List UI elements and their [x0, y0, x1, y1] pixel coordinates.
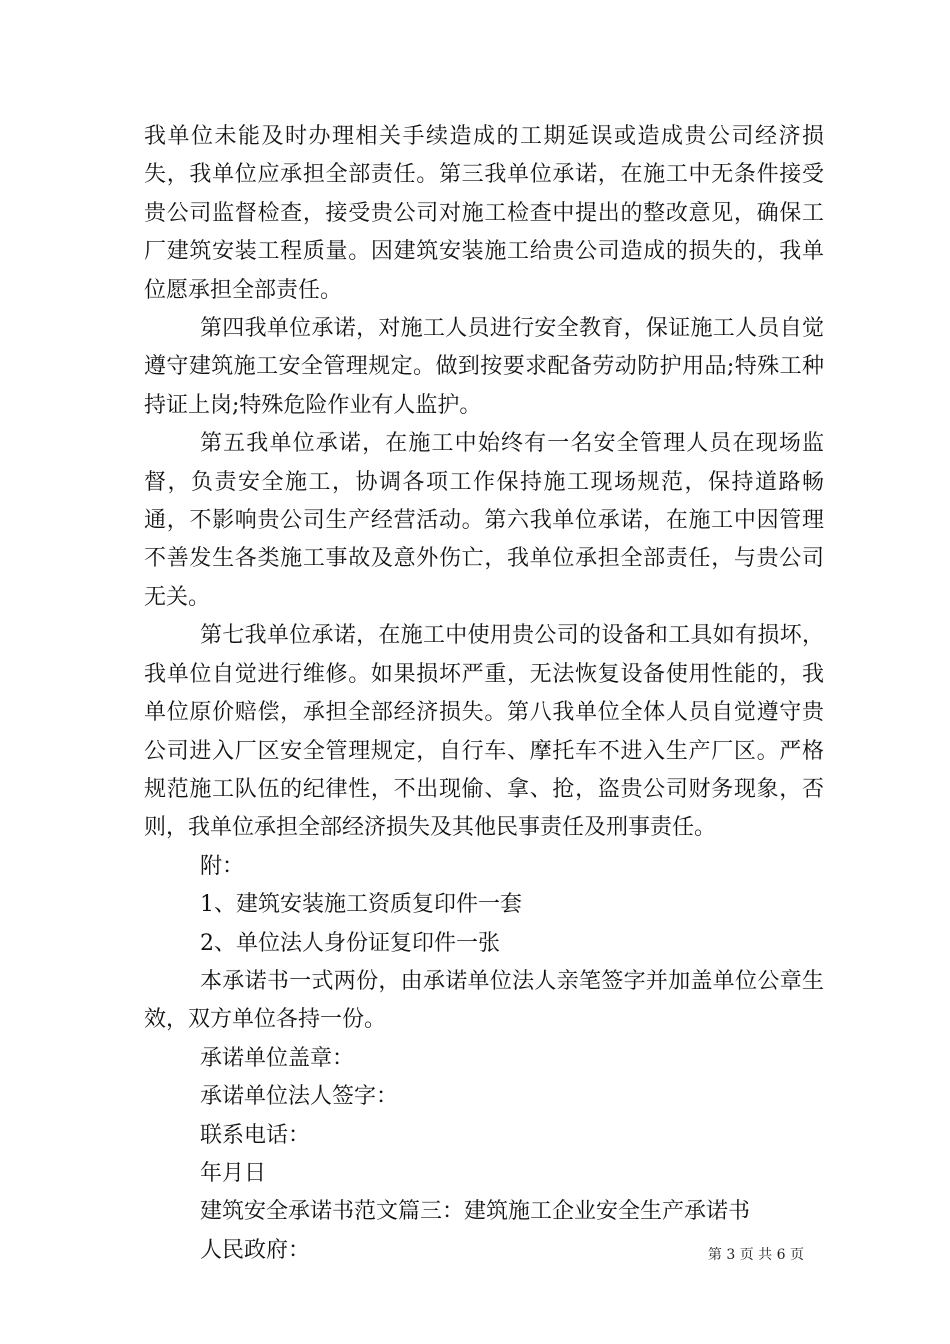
signature-line: 承诺单位法人签字： — [200, 1084, 399, 1110]
date-line: 年月日 — [200, 1160, 267, 1186]
salutation: 人民政府： — [200, 1237, 311, 1263]
seal-line: 承诺单位盖章： — [200, 1045, 355, 1071]
attachment-item-2: 2、单位法人身份证复印件一张 — [200, 930, 500, 956]
section-title: 建筑安全承诺书范文篇三：建筑施工企业安全生产承诺书 — [200, 1199, 751, 1225]
attachment-item-1: 1、建筑安装施工资质复印件一套 — [200, 892, 522, 918]
copies-statement: 本承诺书一式两份，由承诺单位法人亲笔签字并加盖单位公章生效，双方单位各持一份。 — [144, 968, 824, 1033]
paragraph-clause-5-6: 第五我单位承诺，在施工中始终有一名安全管理人员在现场监督，负责安全施工，协调各项工作保持施工现场规范，保持道路畅通，不影响贵公司生产经营活动。第六我单位承诺，在施工中因管理不善发生各类施工事故及意外伤亡，我单位承担全部责任，与贵公司无关。 — [144, 431, 824, 610]
paragraph-clause-7-8: 第七我单位承诺，在施工中使用贵公司的设备和工具如有损坏，我单位自觉进行维修。如果损坏严重，无法恢复设备使用性能的，我单位原价赔偿，承担全部经济损失。第八我单位全体人员自觉遵守贵公司进入厂区安全管理规定，自行车、摩托车不进入生产厂区。严格规范施工队伍的纪律性，不出现偷、拿、抢，盗贵公司财务现象，否则，我单位承担全部经济损失及其他民事责任及刑事责任。 — [144, 623, 824, 841]
document-body — [144, 118, 824, 1270]
paragraph-clause-4: 第四我单位承诺，对施工人员进行安全教育，保证施工人员自觉遵守建筑施工安全管理规定。做到按要求配备劳动防护用品;特殊工种持证上岗;特殊危险作业有人监护。 — [144, 316, 824, 418]
phone-line: 联系电话： — [200, 1122, 311, 1148]
page-number: 第 3 页 共 6 页 — [707, 1247, 804, 1263]
paragraph-clause-3: 我单位未能及时办理相关手续造成的工期延误或造成贵公司经济损失，我单位应承担全部责任。第三我单位承诺，在施工中无条件接受贵公司监督检查，接受贵公司对施工检查中提出的整改意见，确保工厂建筑安装工程质量。因建筑安装施工给贵公司造成的损失的，我单位愿承担全部责任。 — [144, 124, 824, 303]
attachment-heading: 附： — [200, 853, 245, 879]
